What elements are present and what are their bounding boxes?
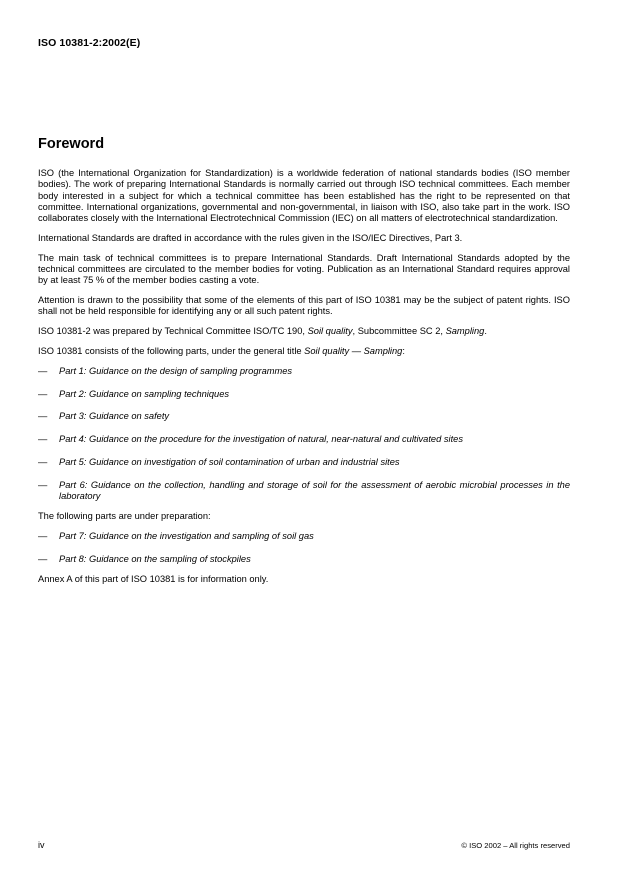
list-dash: — xyxy=(38,388,48,399)
part-title: Part 4: Guidance on the procedure for the investigation of natural, near-natural and cultivated sites xyxy=(59,434,463,445)
soil-quality-italic: Soil quality xyxy=(307,326,353,337)
part-title: Part 7: Guidance on the investigation and sampling of soil gas xyxy=(59,531,314,542)
part-title: Part 1: Guidance on the design of sampling programmes xyxy=(59,365,293,376)
list-dash: — xyxy=(38,554,48,565)
paragraph-directives: International Standards are drafted in accordance with the rules given in the ISO/IEC Directives, Part 3. xyxy=(38,232,463,243)
list-dash: — xyxy=(38,531,48,542)
prepared-by-text-3: . xyxy=(484,326,487,337)
list-dash: — xyxy=(38,479,48,490)
list-dash: — xyxy=(38,411,48,422)
parts-intro-text-2: : xyxy=(402,346,405,357)
list-item xyxy=(38,531,570,542)
paragraph-annex: Annex A of this part of ISO 10381 is for information only. xyxy=(38,574,269,585)
page-number: iv xyxy=(38,840,45,850)
copyright-notice: © ISO 2002 – All rights reserved xyxy=(461,841,570,850)
list-item xyxy=(38,411,570,422)
paragraph-iso-intro: ISO (the International Organization for Standardization) is a worldwide federation of national standards bodies (ISO member bodies). The work of preparing International Standards is normally carried out through ISO technical committees. Each member body interested in a subject for which a technical committee has been established has the right to be represented on that committee. International organizations, governmental and non-governmental, in liaison with ISO, also take part in the work. ISO collaborates closely with the International Electrotechnical Commission (IEC) on all matters of electrotechnical standardization. xyxy=(38,168,570,224)
foreword-body xyxy=(38,168,570,594)
list-item xyxy=(38,457,570,468)
part-title: Part 5: Guidance on investigation of soil contamination of urban and industrial sites xyxy=(59,457,400,468)
general-title-italic: Soil quality — Sampling xyxy=(304,346,403,357)
list-dash: — xyxy=(38,457,48,468)
part-title: Part 8: Guidance on the sampling of stockpiles xyxy=(59,554,251,565)
list-item xyxy=(38,480,570,503)
paragraph-parts-intro xyxy=(38,346,570,357)
part-title: Part 6: Guidance on the collection, handling and storage of soil for the assessment of aerobic microbial processes in the laboratory xyxy=(59,479,570,502)
parts-intro-text-1: ISO 10381 consists of the following parts, under the general title xyxy=(38,346,305,357)
part-title: Part 3: Guidance on safety xyxy=(59,411,170,422)
paragraph-prepared-by xyxy=(38,326,570,337)
paragraph-under-preparation: The following parts are under preparation: xyxy=(38,511,211,522)
part-title: Part 2: Guidance on sampling techniques xyxy=(59,388,230,399)
sampling-italic: Sampling xyxy=(445,326,485,337)
list-item xyxy=(38,554,570,565)
document-id-header: ISO 10381-2:2002(E) xyxy=(38,37,141,49)
list-dash: — xyxy=(38,434,48,445)
paragraph-patent-rights: Attention is drawn to the possibility that some of the elements of this part of ISO 10381 may be the subject of patent rights. ISO shall not be held responsible for identifying any or all such patent rights. xyxy=(38,295,570,317)
list-item xyxy=(38,366,570,377)
list-dash: — xyxy=(38,365,48,376)
list-item xyxy=(38,434,570,445)
prepared-by-text-2: , Subcommittee SC 2, xyxy=(352,326,446,337)
paragraph-main-task: The main task of technical committees is to prepare International Standards. Draft International Standards adopted by the technical committees are circulated to the member bodies for voting. Publication as an International Standard requires approval by at least 75 % of the member bodies casting a vote. xyxy=(38,252,570,286)
page-title: Foreword xyxy=(38,136,105,152)
prepared-by-text-1: ISO 10381-2 was prepared by Technical Committee ISO/TC 190, xyxy=(38,326,308,337)
list-item xyxy=(38,389,570,400)
